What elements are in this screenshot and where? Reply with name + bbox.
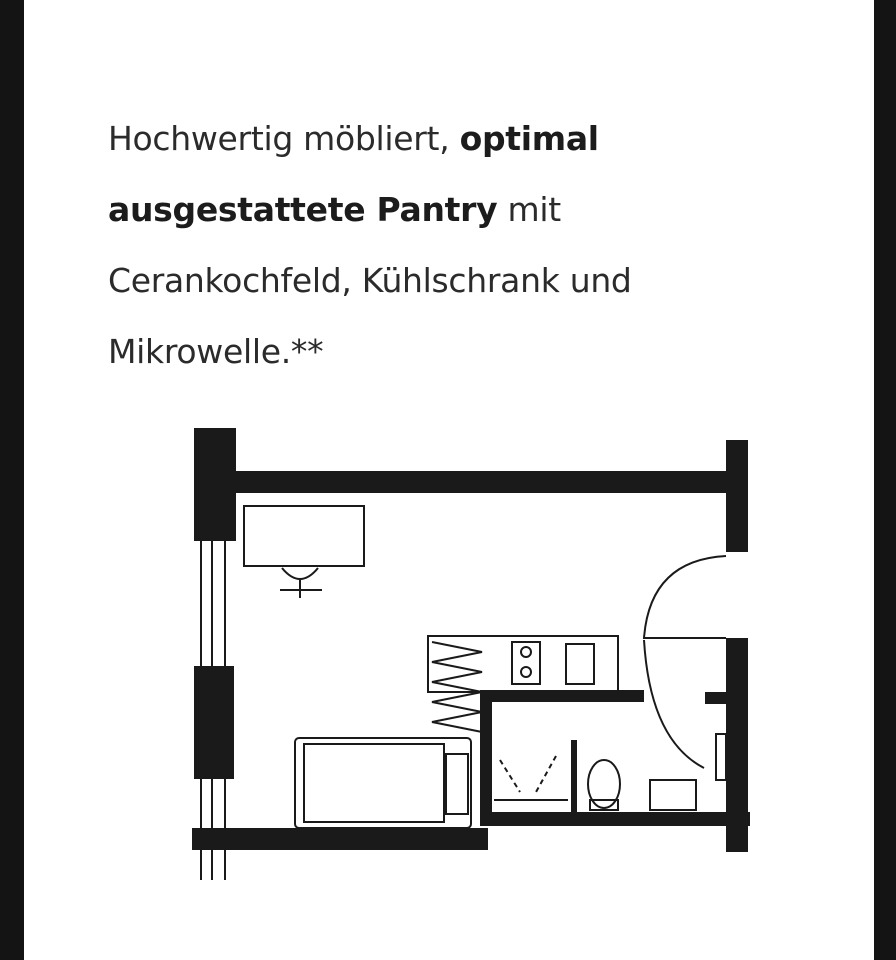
floor-plan-icon	[166, 420, 756, 890]
description-bold: optimal ausgestattete Pantry	[108, 119, 599, 229]
description-part-1: Hochwertig möbliert,	[108, 119, 460, 158]
description-text	[108, 103, 748, 387]
description-part-2: mit Cerankochfeld, Kühlschrank und Mikrowelle.**	[108, 190, 632, 371]
